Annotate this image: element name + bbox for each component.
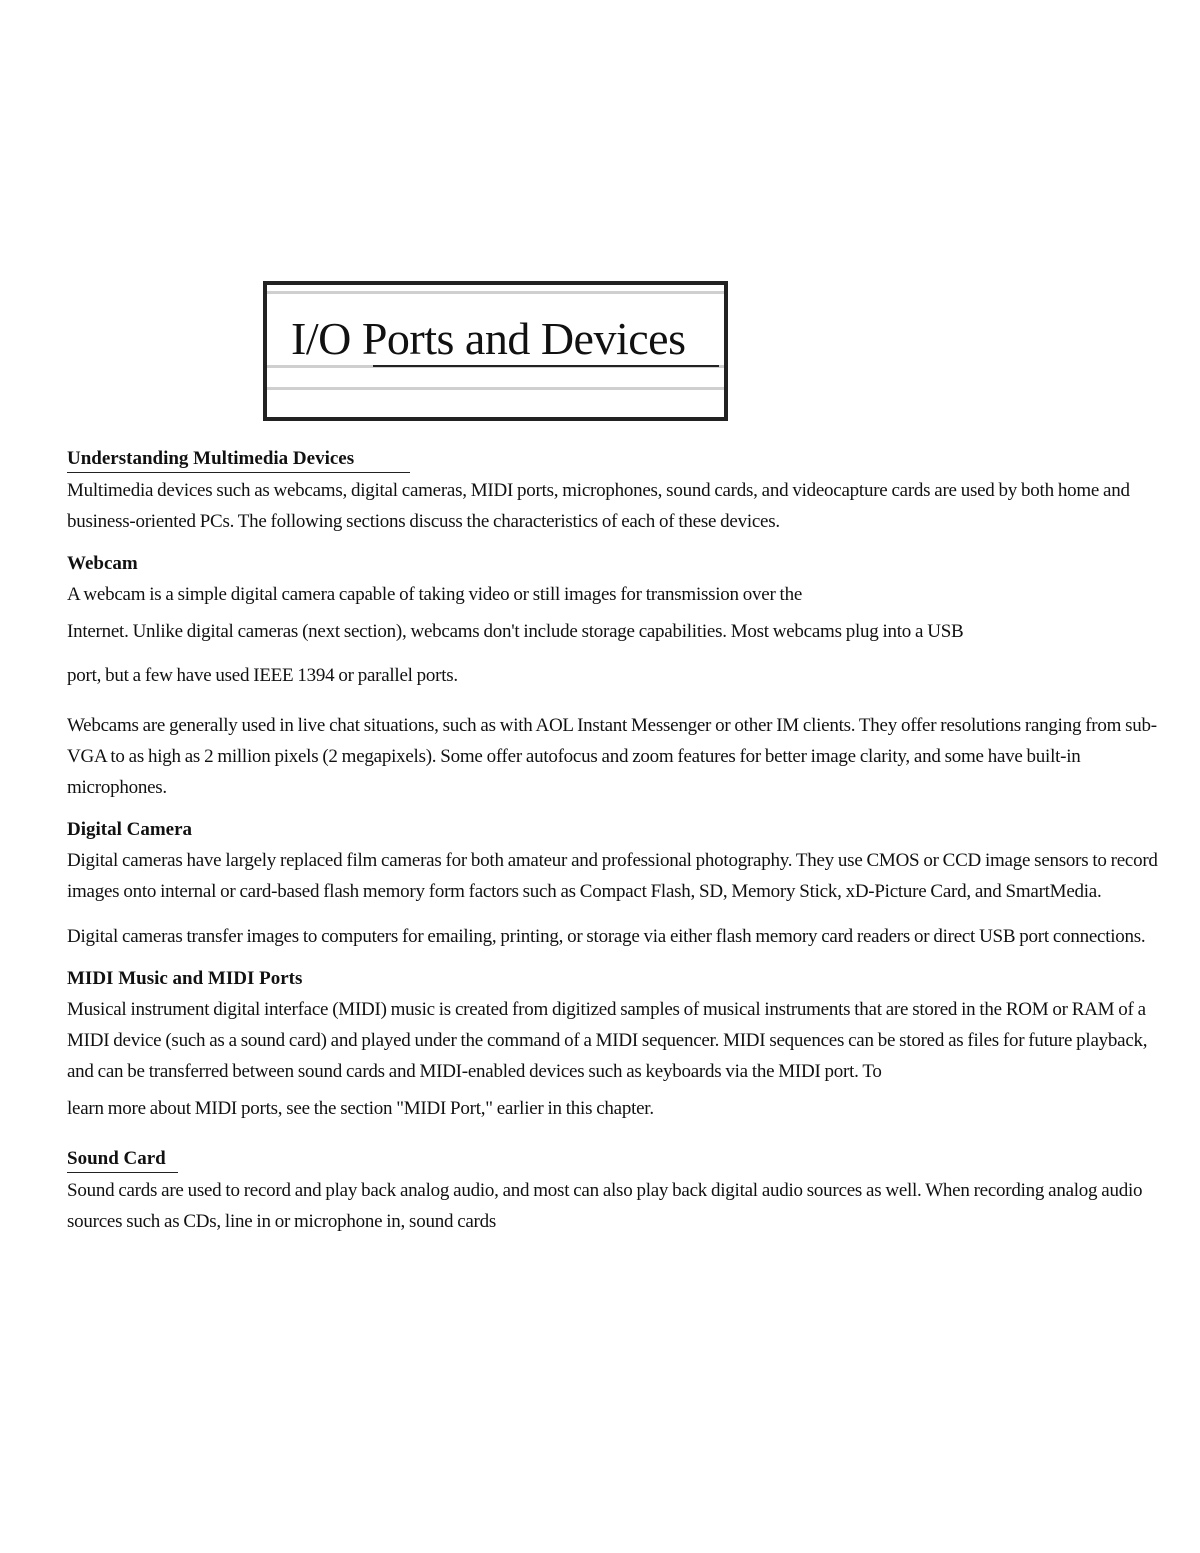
title-box-lower-rule <box>267 387 724 390</box>
section-heading-digital-camera: Digital Camera <box>67 819 193 840</box>
paragraph-webcam-line-1: A webcam is a simple digital camera capable of taking video or still images for transmission over the <box>67 584 803 605</box>
paragraph-webcam-2: Webcams are generally used in live chat situations, such as with AOL Instant Messenger or other IM clients. They offer resolutions ranging from sub-VGA to as high as 2 million pixels (2 megapixels). Some offer autofocus and zoom features for better image clarity, and some have built-in microphones. <box>67 715 1157 798</box>
paragraph-midi-1: Musical instrument digital interface (MIDI) music is created from digitized samples of musical instruments that are stored in the ROM or RAM of a MIDI device (such as a sound card) and played under the command of a MIDI sequencer. MIDI sequences can be stored as files for future playback, and can be transferred between sound cards and MIDI-enabled devices such as keyboards via the MIDI port. To <box>67 999 1148 1082</box>
section-sound-card <box>67 1143 1177 1237</box>
page-title: I/O Ports and Devices <box>291 313 686 364</box>
paragraph-digital-camera-2: Digital cameras transfer images to computers for emailing, printing, or storage via either flash memory card readers or direct USB port connections. <box>67 926 1146 947</box>
section-heading-webcam: Webcam <box>67 553 138 574</box>
section-midi <box>67 964 1177 1131</box>
paragraph-webcam-line-3: port, but a few have used IEEE 1394 or parallel ports. <box>67 665 458 686</box>
section-heading-midi: MIDI Music and MIDI Ports <box>67 968 303 989</box>
paragraph-midi-2: learn more about MIDI ports, see the section "MIDI Port," earlier in this chapter. <box>67 1098 654 1119</box>
section-multimedia <box>67 443 1177 537</box>
section-digital-camera <box>67 815 1177 952</box>
paragraph-sound-card: Sound cards are used to record and play back analog audio, and most can also play back digital audio sources as well. When recording analog audio sources such as CDs, line in or microphone in, sound cards <box>67 1180 1143 1232</box>
title-box-top-rule <box>267 291 724 294</box>
section-heading-sound-card: Sound Card <box>67 1146 178 1173</box>
title-underline <box>373 365 719 367</box>
paragraph-webcam-line-2: Internet. Unlike digital cameras (next section), webcams don't include storage capabilities. Most webcams plug into a USB <box>67 621 964 642</box>
section-webcam <box>67 549 1177 803</box>
section-heading-multimedia: Understanding Multimedia Devices <box>67 446 410 473</box>
document-body <box>67 443 1177 1237</box>
title-box <box>263 281 728 421</box>
paragraph-digital-camera-1: Digital cameras have largely replaced film cameras for both amateur and professional photography. They use CMOS or CCD image sensors to record images onto internal or card-based flash memory form factors such as Compact Flash, SD, Memory Stick, xD-Picture Card, and SmartMedia. <box>67 850 1158 902</box>
paragraph-multimedia: Multimedia devices such as webcams, digital cameras, MIDI ports, microphones, sound cards, and videocapture cards are used by both home and business-oriented PCs. The following sections discuss the characteristics of each of these devices. <box>67 480 1130 532</box>
